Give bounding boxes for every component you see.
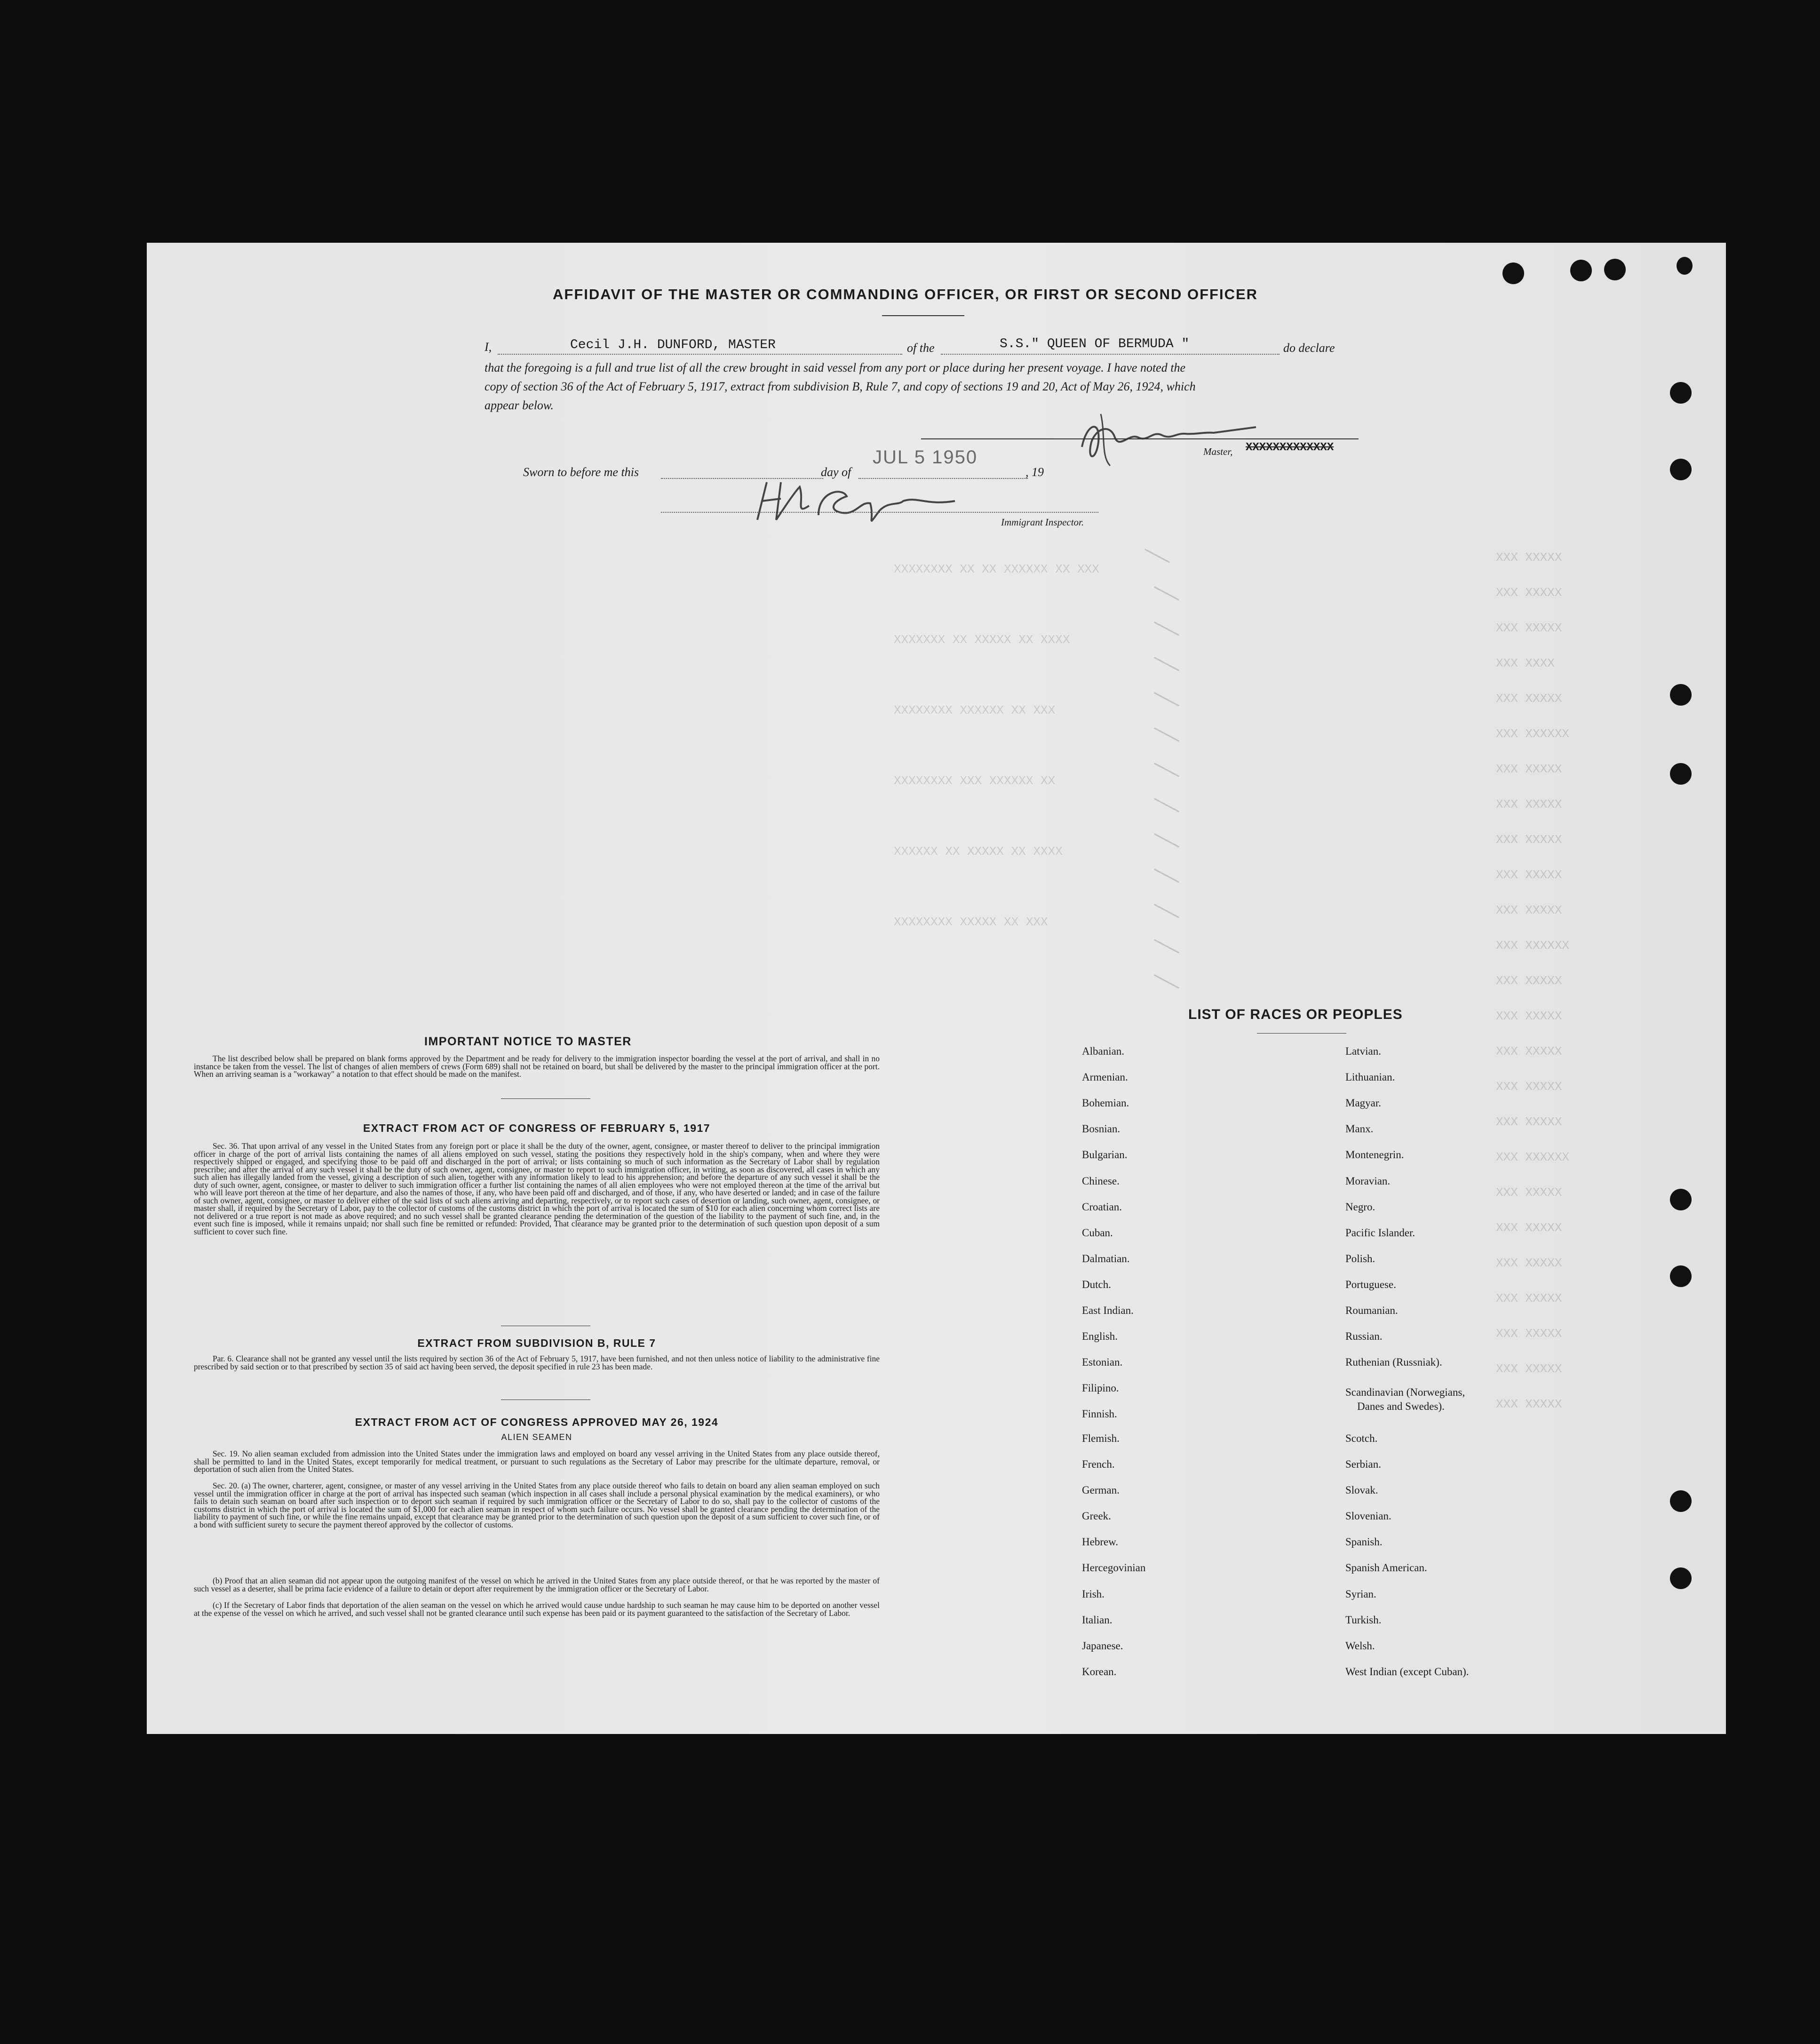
i-label: I, xyxy=(485,340,492,354)
race-item: German. xyxy=(1082,1484,1120,1496)
punch-hole xyxy=(1670,1490,1692,1512)
punch-hole xyxy=(1670,763,1692,785)
race-item: Armenian. xyxy=(1082,1071,1128,1083)
race-item: Flemish. xyxy=(1082,1432,1120,1444)
punch-hole xyxy=(1502,262,1524,284)
race-item: French. xyxy=(1082,1458,1115,1470)
sec-20a-text: Sec. 20. (a) The owner, charterer, agent, consignee, or master of any vessel arriving in the United States from any place outside thereof who fails to detain on board any alien seaman employed on such vessel until the immigration officer in charge at the port of arrival has inspected such seaman (which inspection in all cases shall include a personal physical examination by the medical examiners), or who fails to detain such seaman on board after such inspection or to deport such seaman if required by such immigration officer or the Secretary of Labor to do so, shall pay to the collector of customs of the customs district in which the port of arrival is located the sum of $1,000 for each alien seaman in respect of whom such failure occurs. No vessel shall be granted clearance pending the determination of the liability to payment of such fine, or while the fine remains unpaid, except that clearance may be granted prior to the determination of such question upon the deposit of a sum sufficient to cover such fine, or of a bond with sufficient surety to secure the payment thereof approved by the collector of customs. xyxy=(194,1481,880,1529)
extract-rule7-title: EXTRACT FROM SUBDIVISION B, RULE 7 xyxy=(417,1337,656,1349)
race-item: Montenegrin. xyxy=(1345,1149,1404,1161)
races-divider xyxy=(1257,1033,1346,1034)
punch-hole xyxy=(1604,259,1626,280)
race-item: Irish. xyxy=(1082,1588,1105,1600)
race-item: Turkish. xyxy=(1345,1614,1382,1626)
sec-19-text: Sec. 19. No alien seaman excluded from admission into the United States under the immigration laws and employed on board any vessel arriving in the United States from any place outside thereof, shall be permitted to land in the United States, except temporarily for medical treatment, or pursuant to such regulations as the Secretary of Labor may prescribe for the ultimate departure, removal, or deportation of such alien from the United States. xyxy=(194,1449,880,1474)
punch-hole xyxy=(1670,1567,1692,1589)
inspector-signature xyxy=(748,473,964,529)
date-stamp: JUL 5 1950 xyxy=(873,447,978,468)
do-declare-label: do declare xyxy=(1283,341,1335,355)
race-item: Chinese. xyxy=(1082,1175,1120,1187)
race-item: Estonian. xyxy=(1082,1356,1123,1368)
race-item: Welsh. xyxy=(1345,1640,1375,1652)
race-item: Magyar. xyxy=(1345,1097,1382,1109)
master-signature-line xyxy=(921,438,1359,439)
race-item: Japanese. xyxy=(1082,1640,1123,1652)
race-item: Roumanian. xyxy=(1345,1304,1398,1316)
race-item: Finnish. xyxy=(1082,1408,1117,1420)
race-item: Bulgarian. xyxy=(1082,1149,1128,1161)
extract-1917-title: EXTRACT FROM ACT OF CONGRESS OF FEBRUARY 5, 1917 xyxy=(363,1122,711,1134)
section-divider xyxy=(501,1098,590,1099)
extract-rule7-text: Par. 6. Clearance shall not be granted any vessel until the lists required by section 36 of the Act of February 5, 1917, have been furnished, and not then unless notice of liability to the administrative fine prescribed by said section or to that prescribed by section 35 of said act having been served, the deposit specified in rule 23 has been made. xyxy=(194,1354,880,1371)
race-item: Portuguese. xyxy=(1345,1279,1396,1290)
race-item: Cuban. xyxy=(1082,1227,1113,1239)
race-item: Latvian. xyxy=(1345,1045,1381,1057)
notice-title: IMPORTANT NOTICE TO MASTER xyxy=(424,1035,632,1048)
race-item: Croatian. xyxy=(1082,1201,1122,1213)
race-item: Spanish American. xyxy=(1345,1562,1427,1574)
race-item: Hebrew. xyxy=(1082,1536,1119,1548)
race-item: Ruthenian (Russniak). xyxy=(1345,1356,1442,1368)
punch-hole xyxy=(1670,1189,1692,1210)
race-item: Korean. xyxy=(1082,1666,1117,1678)
race-item-continuation: Danes and Swedes). xyxy=(1357,1400,1445,1412)
race-item: East Indian. xyxy=(1082,1304,1134,1316)
punch-hole xyxy=(1570,260,1592,281)
inspector-label: Immigrant Inspector. xyxy=(1001,517,1084,528)
punch-hole xyxy=(1670,382,1692,404)
race-item: Scotch. xyxy=(1345,1432,1378,1444)
race-item: Italian. xyxy=(1082,1614,1113,1626)
race-item: Negro. xyxy=(1345,1201,1375,1213)
races-title: LIST OF RACES OR PEOPLES xyxy=(1188,1007,1403,1022)
punch-hole xyxy=(1670,459,1692,480)
race-item: Manx. xyxy=(1345,1123,1374,1135)
extract-1917-text: Sec. 36. That upon arrival of any vessel in the United States from any foreign port or place it shall be the duty of the owner, agent, consignee, or master thereof to deliver to the principal immigration officer in charge of the port of arrival lists containing the names of all aliens employed on such vessel, stating the positions they respectively hold in the ship's company, when and where they were respectively shipped or engaged, and specifying those to be paid off and discharged in the port of arrival; or lists containing so much of such information as the Secretary of Labor shall by regulation prescribe; and after the arrival of any such vessel it shall be the duty of such owner, agent, consignee, or master to report to such immigration officer, in writing, as soon as discovered, all cases in which any such alien has illegally landed from the vessel, giving a description of such alien, together with any information likely to lead to his apprehension; and before the departure of any such vessel it shall be the duty of such owner, agent, consignee, or master to deliver to such immigration officer a further list containing the names of all alien employees who were not employed thereon at the time of the arrival but who will leave port thereon at the time of her departure, and also the names of those, if any, who have been paid off and discharged, and of those, if any, who have deserted or landed; and in case of the failure of such owner, agent, consignee, or master to deliver either of the said lists of such aliens arriving and departing, respectively, or to report such cases of desertion or landing, such owner, agent, consignee, or master shall, if required by the Secretary of Labor, pay to the collector of customs of the customs district in which the port of arrival is located the sum of $10 for each alien concerning whom correct lists are not delivered or a true report is not made as above required; and no such vessel shall be granted clearance pending the determination of the question of the liability to the payment of such fine, and, in the event such fine is imposed, while it remains unpaid; nor shall such fine be remitted or refunded: Provided, That clearance may be granted prior to the determination of such question upon deposit of a sum sufficient to cover such fine. xyxy=(194,1141,880,1236)
race-item: Syrian. xyxy=(1345,1588,1376,1600)
race-item: Lithuanian. xyxy=(1345,1071,1395,1083)
race-item: English. xyxy=(1082,1330,1118,1342)
extract-1924-title: EXTRACT FROM ACT OF CONGRESS APPROVED MAY 26, 1924 xyxy=(355,1416,719,1428)
affidavit-body-line-3: appear below. xyxy=(485,398,554,412)
sec-20b-text: (b) Proof that an alien seaman did not appear upon the outgoing manifest of the vessel on which he arrived in the United States from any place outside thereof, or that he was reported by the master of such vessel as a deserter, shall be prima facie evidence of a failure to detain or deport after requirement by the immigration officer or the Secretary of Labor. xyxy=(194,1576,880,1593)
declarant-line xyxy=(498,354,902,355)
master-label: Master, xyxy=(1203,446,1233,457)
vessel-line xyxy=(941,354,1280,355)
race-item: Moravian. xyxy=(1345,1175,1391,1187)
race-item: Albanian. xyxy=(1082,1045,1125,1057)
affidavit-body-line-1: that the foregoing is a full and true list of all the crew brought in said vessel from any port or place during her present voyage. I have noted the xyxy=(485,361,1185,374)
sworn-label: Sworn to before me this xyxy=(523,465,639,479)
race-item: Spanish. xyxy=(1345,1536,1383,1548)
race-item: Dalmatian. xyxy=(1082,1253,1130,1265)
sec-20c-text: (c) If the Secretary of Labor finds that deportation of the alien seaman on the vessel on which he arrived would cause undue hardship to such seaman he may cause him to be deported on another vessel at the expense of the vessel on which he arrived, and such vessel shall not be granted clearance until such expense has been paid or its payment guaranteed to the satisfaction of the Secretary of Labor. xyxy=(194,1600,880,1618)
extract-1924-subtitle: ALIEN SEAMEN xyxy=(501,1432,572,1442)
race-item: Bohemian. xyxy=(1082,1097,1129,1109)
master-signature xyxy=(1073,405,1261,475)
race-item: West Indian (except Cuban). xyxy=(1345,1666,1469,1678)
race-item: Serbian. xyxy=(1345,1458,1382,1470)
race-item: Filipino. xyxy=(1082,1382,1119,1394)
race-item: Polish. xyxy=(1345,1253,1375,1265)
race-item: Hercegovinian xyxy=(1082,1562,1146,1574)
punch-hole xyxy=(1677,257,1693,275)
race-item: Bosnian. xyxy=(1082,1123,1121,1135)
affidavit-title: AFFIDAVIT OF THE MASTER OR COMMANDING OFFICER, OR FIRST OR SECOND OFFICER xyxy=(553,286,1258,302)
notice-text: The list described below shall be prepared on blank forms approved by the Department and be ready for delivery to the immigration inspector boarding the vessel at the port of arrival, and shall in no instance be taken from the vessel. The list of changes of alien members of crews (Form 689) shall not be retained on board, but shall be delivered by the master to the principal immigration officer at the port. When an arriving seaman is a "workaway" a notation to that effect should be made on the manifest. xyxy=(194,1054,880,1079)
race-item: Pacific Islander. xyxy=(1345,1227,1415,1239)
race-item: Slovak. xyxy=(1345,1484,1378,1496)
title-divider xyxy=(882,315,964,316)
race-item: Scandinavian (Norwegians, xyxy=(1345,1386,1465,1398)
punch-hole xyxy=(1670,684,1692,706)
race-item: Slovenian. xyxy=(1345,1510,1391,1522)
vessel-name: S.S." QUEEN OF BERMUDA " xyxy=(1000,337,1190,351)
declarant-name: Cecil J.H. DUNFORD, MASTER xyxy=(570,338,776,352)
affidavit-body-line-2: copy of section 36 of the Act of February 5, 1917, extract from subdivision B, Rule 7, and copy of sections 19 and 20, Act of May 26, 1924, which xyxy=(485,380,1196,393)
of-the-label: of the xyxy=(907,341,935,355)
race-item: Greek. xyxy=(1082,1510,1111,1522)
master-struck-title: XXXXXXXXXXXXX xyxy=(1246,441,1334,454)
punch-hole xyxy=(1670,1265,1692,1287)
race-item: Dutch. xyxy=(1082,1279,1111,1290)
race-item: Russian. xyxy=(1345,1330,1383,1342)
day-of-label: day of xyxy=(821,465,851,479)
year-prefix: , 19 xyxy=(1025,465,1044,479)
